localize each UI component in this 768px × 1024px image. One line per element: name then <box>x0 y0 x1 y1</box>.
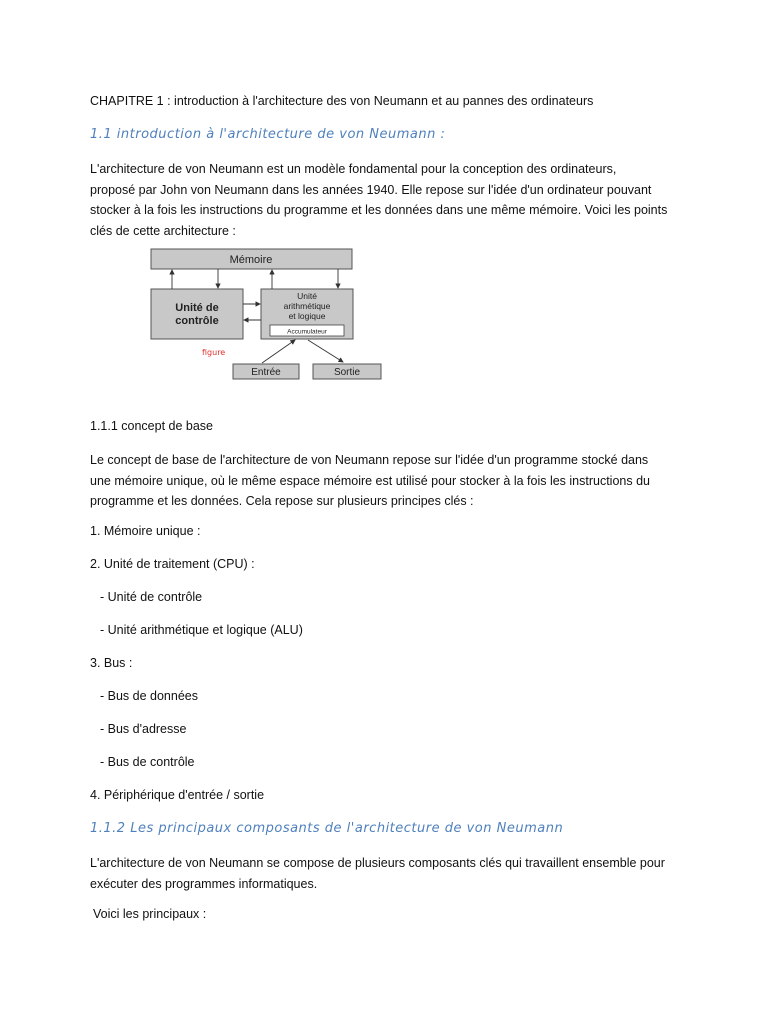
paragraph-line: L'architecture de von Neumann se compose de plusieurs composants clés qui travaillent ensemble pour <box>90 856 665 870</box>
paragraph-line: L'architecture de von Neumann est un modèle fondamental pour la conception des ordinateurs, <box>90 162 617 176</box>
control-unit-label-line2: contrôle <box>175 315 219 327</box>
intro-paragraph <box>90 159 690 241</box>
list-item: - Unité arithmétique et logique (ALU) <box>100 623 303 637</box>
concept-paragraph <box>90 450 690 512</box>
section-heading-1-1: 1.1 introduction à l'architecture de von Neumann : <box>90 127 446 142</box>
paragraph-line: une mémoire unique, où le même espace mémoire est utilisé pour stocker à la fois les instructions du <box>90 473 650 488</box>
list-item: 2. Unité de traitement (CPU) : <box>90 557 255 571</box>
paragraph-line: clés de cette architecture : <box>90 223 236 238</box>
list-item: 3. Bus : <box>90 656 133 670</box>
list-item: 1. Mémoire unique : <box>90 524 201 538</box>
paragraph-line: Le concept de base de l'architecture de von Neumann repose sur l'idée d'un programme stocké dans <box>90 453 649 467</box>
list-item: - Bus d'adresse <box>100 722 187 736</box>
paragraph-line: stocker à la fois les instructions du programme et les données dans une même mémoire. Voici les points <box>90 203 668 217</box>
diagram-svg <box>150 248 382 380</box>
control-unit-box <box>151 289 243 339</box>
alu-label-line3: et logique <box>288 311 326 321</box>
output-label: Sortie <box>333 367 361 378</box>
control-unit-label-line1: Unité de <box>175 302 219 314</box>
paragraph-line: exécuter des programmes informatiques. <box>90 876 318 891</box>
list-item: 4. Périphérique d'entrée / sortie <box>90 788 265 802</box>
arrow-alu-to-output <box>308 340 343 362</box>
list-item: - Unité de contrôle <box>100 590 203 604</box>
figure-caption: figure <box>202 348 226 357</box>
list-item: - Bus de contrôle <box>100 755 195 769</box>
von-neumann-diagram <box>150 248 382 380</box>
memory-label: Mémoire <box>229 254 273 266</box>
closing-line: Voici les principaux : <box>93 907 207 921</box>
list-item: - Bus de données <box>100 689 198 703</box>
chapter-title: CHAPITRE 1 : introduction à l'architecture des von Neumann et au pannes des ordinateurs <box>90 94 594 108</box>
section-heading-1-1-2: 1.1.2 Les principaux composants de l'architecture de von Neumann <box>90 821 564 836</box>
arrow-input-to-alu <box>262 340 295 363</box>
alu-label-line1: Unité <box>297 291 317 301</box>
alu-label-line2: arithmétique <box>283 301 331 311</box>
input-label: Entrée <box>251 367 281 378</box>
subsection-heading-1-1-1: 1.1.1 concept de base <box>90 419 214 433</box>
paragraph-line: programme et les données. Cela repose sur plusieurs principes clés : <box>90 494 474 508</box>
accumulator-label: Accumulateur <box>287 328 327 336</box>
components-paragraph <box>90 853 690 894</box>
paragraph-line: proposé par John von Neumann dans les années 1940. Elle repose sur l'idée d'un ordinateur pouvant <box>90 182 652 197</box>
